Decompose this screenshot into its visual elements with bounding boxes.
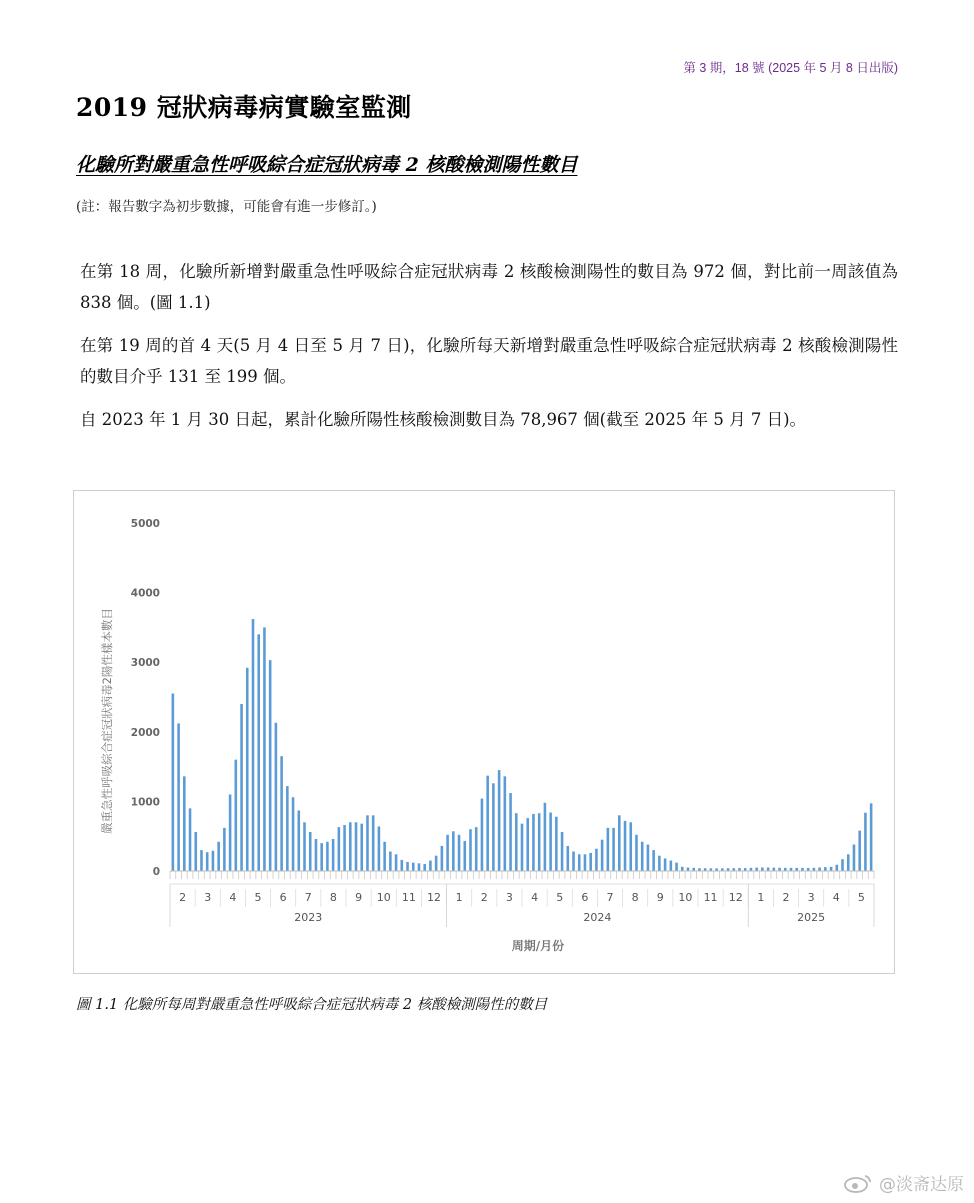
bar	[263, 627, 266, 871]
x-month-label: 3	[807, 891, 815, 904]
paragraph-week18: 在第 18 周，化驗所新增對嚴重急性呼吸綜合症冠狀病毒 2 核酸檢測陽性的數目為 972 個，對比前一周該值為 838 個。(圖 1.1)	[80, 262, 898, 312]
bar	[183, 776, 186, 871]
bar	[441, 846, 444, 871]
bar	[515, 813, 518, 871]
bar	[435, 856, 438, 871]
x-month-label: 8	[329, 891, 337, 904]
bar	[429, 861, 432, 871]
x-axis-group	[170, 871, 874, 927]
bar	[853, 845, 856, 871]
bar	[366, 815, 369, 871]
bar	[601, 840, 604, 871]
bar	[658, 856, 661, 871]
bar	[841, 859, 844, 871]
bar	[652, 850, 655, 871]
y-tick-label: 3000	[130, 657, 160, 670]
bar	[275, 723, 278, 871]
x-month-label: 3	[204, 891, 212, 904]
bar	[177, 723, 180, 871]
y-tick-label: 4000	[130, 587, 160, 600]
figure-caption: 圖 1.1 化驗所每周對嚴重急性呼吸綜合症冠狀病毒 2 核酸檢測陽性的數目	[76, 997, 548, 1013]
bar	[618, 815, 621, 871]
x-month-label: 4	[229, 891, 237, 904]
x-month-label: 12	[728, 891, 743, 904]
bar	[292, 797, 295, 871]
bar	[309, 832, 312, 871]
bar	[389, 852, 392, 871]
bar	[504, 776, 507, 871]
bar	[401, 860, 404, 871]
chart-container	[73, 490, 895, 974]
y-tick-label: 5000	[130, 518, 160, 530]
bar	[647, 845, 650, 871]
paragraph-week19: 在第 19 周的首 4 天(5 月 4 日至 5 月 7 日)，化驗所每天新增對嚴重急性呼吸綜合症冠狀病毒 2 核酸檢測陽性的數目介乎 131 至 199 個。	[80, 336, 898, 386]
bar	[235, 760, 238, 871]
bar	[458, 835, 461, 871]
bar	[269, 660, 272, 871]
bar	[194, 832, 197, 871]
bar	[578, 854, 581, 871]
x-axis-label: 周期/月份	[511, 939, 565, 953]
bar	[246, 668, 249, 871]
bar	[372, 815, 375, 871]
bar	[761, 868, 764, 871]
x-month-label: 7	[606, 891, 614, 904]
bar	[567, 846, 570, 871]
x-month-label: 3	[505, 891, 513, 904]
bar	[509, 793, 512, 871]
x-month-label: 6	[581, 891, 589, 904]
bar	[355, 822, 358, 871]
bar	[189, 808, 192, 871]
bar	[469, 829, 472, 871]
bar	[538, 813, 541, 871]
bar	[675, 863, 678, 871]
bar	[378, 826, 381, 871]
bar	[395, 854, 398, 871]
bar	[561, 832, 564, 871]
bar	[463, 841, 466, 871]
bar	[589, 853, 592, 871]
bar	[532, 814, 535, 871]
bar	[475, 827, 478, 871]
x-month-label: 8	[631, 891, 639, 904]
weekly-positive-bar-chart	[74, 491, 896, 975]
bar	[252, 619, 255, 871]
x-month-label: 11	[401, 891, 416, 904]
weibo-icon	[843, 1173, 873, 1193]
bar	[326, 842, 329, 871]
x-year-label: 2025	[797, 911, 826, 924]
x-month-label: 9	[355, 891, 363, 904]
bar	[584, 854, 587, 871]
bar	[641, 842, 644, 871]
bar	[360, 824, 363, 871]
bar	[240, 704, 243, 871]
x-month-label: 12	[427, 891, 441, 904]
bar	[303, 822, 306, 871]
bar	[206, 852, 209, 871]
bar	[687, 868, 690, 871]
bar	[223, 828, 226, 871]
x-month-label: 4	[832, 891, 840, 904]
bar	[446, 835, 449, 871]
bar	[423, 864, 426, 871]
x-month-label: 2	[179, 891, 187, 904]
bar	[452, 831, 455, 871]
y-tick-label: 1000	[130, 796, 160, 809]
bar	[498, 770, 501, 871]
bar	[412, 863, 415, 871]
bar	[332, 839, 335, 871]
bar	[280, 756, 283, 871]
bar	[200, 850, 203, 871]
bar	[624, 821, 627, 871]
watermark-text: @淡斋达原	[879, 1175, 964, 1195]
y-tick-label: 2000	[130, 726, 160, 739]
y-tick-labels	[131, 518, 160, 878]
x-month-label: 1	[455, 891, 463, 904]
x-month-label: 9	[656, 891, 664, 904]
bar	[172, 694, 175, 871]
bar	[315, 839, 318, 871]
bar	[544, 803, 547, 871]
x-month-label: 4	[531, 891, 539, 904]
bar	[824, 867, 827, 871]
issue-info: 第 3 期，18 號 (2025 年 5 月 8 日出版)	[683, 61, 898, 75]
bar	[320, 843, 323, 871]
x-month-label: 10	[678, 891, 693, 904]
bar	[818, 868, 821, 871]
bar	[383, 842, 386, 871]
bar	[629, 822, 632, 871]
bar	[635, 835, 638, 871]
bar	[349, 822, 352, 871]
bar	[870, 803, 873, 871]
x-month-label: 2	[782, 891, 790, 904]
x-month-label: 5	[857, 891, 865, 904]
bar	[595, 849, 598, 871]
bar	[229, 794, 232, 871]
bar	[864, 813, 867, 871]
bar	[343, 825, 346, 871]
bar	[681, 867, 684, 871]
bar	[418, 863, 421, 871]
page-title: 2019 冠狀病毒病實驗室監測	[76, 93, 412, 122]
bar	[212, 851, 215, 871]
bar	[549, 813, 552, 871]
y-axis-label: 嚴重急性呼吸綜合症冠狀病毒2陽性樣本數目	[100, 608, 114, 834]
bar	[664, 858, 667, 871]
x-month-label: 2	[480, 891, 488, 904]
bar	[858, 831, 861, 871]
x-year-label: 2023	[294, 911, 323, 924]
bar	[521, 824, 524, 871]
bar	[286, 786, 289, 871]
bar	[486, 776, 489, 871]
bars-group	[172, 619, 873, 871]
paragraph-cumulative: 自 2023 年 1 月 30 日起，累計化驗所陽性核酸檢測數目為 78,967 個(截至 2025 年 5 月 7 日)。	[80, 410, 807, 429]
bar	[836, 865, 839, 871]
bar	[555, 817, 558, 871]
watermark	[843, 1170, 964, 1195]
bar	[607, 828, 610, 871]
bar	[572, 852, 575, 871]
x-month-label: 11	[703, 891, 718, 904]
x-year-label: 2024	[583, 911, 612, 924]
y-tick-label: 0	[152, 866, 160, 878]
bar	[257, 634, 260, 871]
x-month-label: 6	[279, 891, 287, 904]
bar	[612, 828, 615, 871]
bar	[773, 868, 776, 871]
bar	[847, 854, 850, 871]
y-axis-label-group	[100, 608, 114, 834]
bar	[830, 867, 833, 871]
bar	[217, 842, 220, 871]
section-subtitle: 化驗所對嚴重急性呼吸綜合症冠狀病毒 2 核酸檢測陽性數目	[76, 154, 578, 176]
x-month-label: 5	[254, 891, 262, 904]
x-month-label: 7	[304, 891, 312, 904]
bar	[755, 868, 758, 871]
bar	[406, 862, 409, 871]
bar	[526, 818, 529, 871]
data-note: (註：報告數字為初步數據，可能會有進一步修訂。)	[76, 199, 377, 215]
x-month-label: 1	[757, 891, 765, 904]
bar	[492, 783, 495, 871]
x-month-label: 5	[556, 891, 564, 904]
bar	[481, 799, 484, 871]
x-month-label: 10	[376, 891, 391, 904]
bar	[767, 868, 770, 871]
bar	[670, 861, 673, 871]
bar	[297, 810, 300, 871]
bar	[338, 827, 341, 871]
